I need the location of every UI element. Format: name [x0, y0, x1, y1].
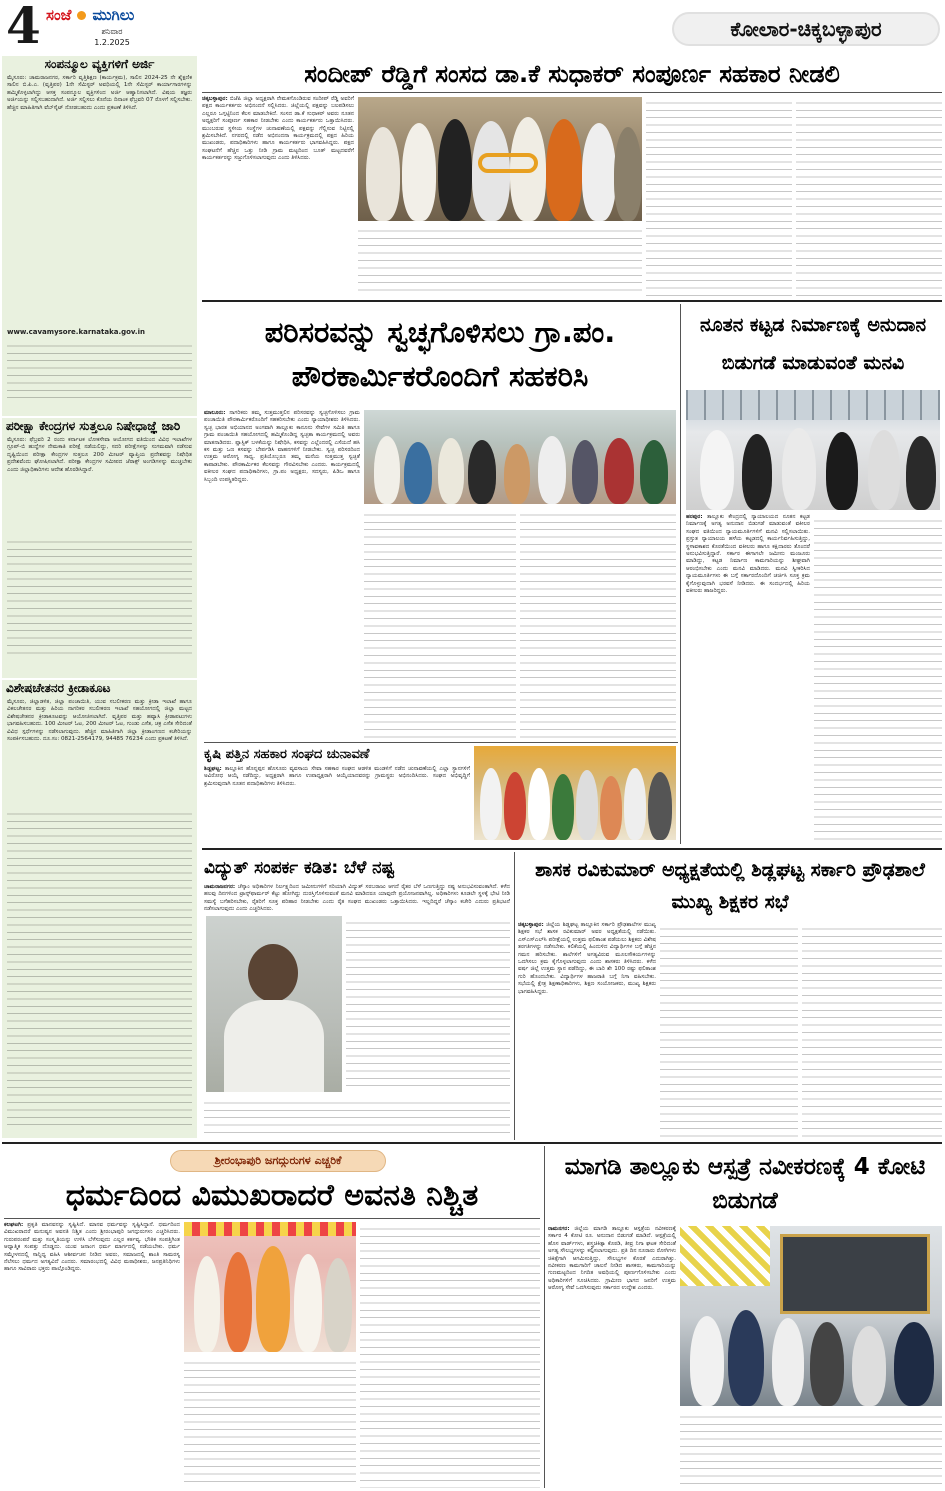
- divider: [204, 742, 678, 743]
- masthead-logo: [46, 4, 166, 26]
- dateline: ರಾಮನಗರ:: [548, 1226, 570, 1232]
- photo-court-petition: [686, 390, 940, 510]
- masthead-weekday: ಶನಿವಾರ: [101, 27, 123, 36]
- article-body-col3: [802, 922, 942, 1138]
- article-text: ತಾಲ್ಲೂಕು ಕೇಂದ್ರದಲ್ಲಿ ನ್ಯಾಯಾಲಯದ ನೂತನ ಕಟ್ಟಡ ನಿರ್ಮಾಣಕ್ಕೆ ಅಗತ್ಯ ಅನುದಾನ ಬಿಡುಗಡೆ ಮಾಡುವಂತೆ ವಕೀಲರ ಸಂಘದ ವತಿಯಿಂದ ನ್ಯಾಯಮೂರ್ತಿಗಳಿಗೆ ಮನವಿ ಸಲ್ಲಿಸಲಾಯಿತು. ಪ್ರಸ್ತುತ ನ್ಯಾಯಾಲಯ ಹಳೆಯ ಕಟ್ಟಡದಲ್ಲಿ ಕಾರ್ಯನಿರ್ವಹಿಸುತ್ತಿದ್ದು, ಸ್ಥಳಾವಕಾಶದ ಕೊರತೆಯಿಂದ ವಕೀಲರು ಹಾಗೂ ಕಕ್ಷಿದಾರರು ತೊಂದರೆ ಅನುಭವಿಸುತ್ತಿದ್ದಾರೆ. ಸರ್ಕಾರ ಈಗಾಗಲೇ ಜಮೀನು ಮಂಜೂರು ಮಾಡಿದ್ದು, ಕಟ್ಟಡ ನಿರ್ಮಾಣ ಕಾಮಗಾರಿಯನ್ನು ಶೀಘ್ರವಾಗಿ ಆರಂಭಿಸಬೇಕು ಎಂದು ಮನವಿ ಮಾಡಿದರು. ಮನವಿ ಸ್ವೀಕರಿಸಿದ ನ್ಯಾಯಮೂರ್ತಿಗಳು ಈ ಬಗ್ಗೆ ಸರ್ಕಾರದೊಂದಿಗೆ ಚರ್ಚಿಸಿ ಸೂಕ್ತ ಕ್ರಮ ಕೈಗೊಳ್ಳುವುದಾಗಿ ಭರವಸೆ ನೀಡಿದರು. ಈ ಸಂದರ್ಭದಲ್ಲಿ ಹಿರಿಯ ವಕೀಲರು ಹಾಜರಿದ್ದರು.: [686, 514, 810, 595]
- dateline: ಚಿಕ್ಕಬಳ್ಳಾಪುರ:: [518, 922, 544, 928]
- sidebar-body-continued: [7, 535, 192, 655]
- article-body: [548, 1226, 676, 1488]
- sidebar-box-applications: [2, 56, 197, 416]
- sidebar-heading: ಸಂಪನ್ಮೂಲ ವ್ಯಕ್ತಿಗಳಿಗೆ ಅರ್ಜಿ: [44, 57, 155, 71]
- sidebar-body: ಮೈಸೂರು, ಜಿಲ್ಲಾಡಳಿತ, ಜಿಲ್ಲಾ ಪಂಚಾಯಿತಿ, ಯುವ ಸಬಲೀಕರಣ ಮತ್ತು ಕ್ರೀಡಾ ಇಲಾಖೆ ಹಾಗೂ ವಿಕಲಚೇತನರ ಮತ್ತು ಹಿರಿಯ ನಾಗರಿಕರ ಸಬಲೀಕರಣ ಇಲಾಖೆ ಸಹಯೋಗದಲ್ಲಿ ಜಿಲ್ಲಾ ಮಟ್ಟದ ವಿಶೇಷಚೇತನರ ಕ್ರೀಡಾಕೂಟವನ್ನು ಆಯೋಜಿಸಲಾಗಿದೆ. ವೃತ್ತಿಪರ ಮತ್ತು ಹವ್ಯಾಸಿ ಕ್ರೀಡಾಪಟುಗಳು ಭಾಗವಹಿಸಬಹುದು. 100 ಮೀಟರ್ ಓಟ, 200 ಮೀಟರ್ ಓಟ, ಗುಂಡು ಎಸೆತ, ಚಕ್ರ ಎಸೆತ ಸೇರಿದಂತೆ ವಿವಿಧ ಸ್ಪರ್ಧೆಗಳನ್ನು ನಡೆಸಲಾಗುವುದು. ಹೆಚ್ಚಿನ ಮಾಹಿತಿಗಾಗಿ ಜಿಲ್ಲಾ ಕ್ರೀಡಾಂಗಣದ ಕಚೇರಿಯನ್ನು ಸಂಪರ್ಕಿಸಬಹುದು. ದೂ.ಸಂ: 0821-2564179, 94485 76234 ಎಂದು ಪ್ರಕಟಣೆ ತಿಳಿಸಿದೆ.: [7, 699, 192, 743]
- dateline: ಚಿಕ್ಕಬಳ್ಳಾಪುರ:: [202, 96, 228, 102]
- headline-power-cut: ವಿದ್ಯುತ್ ಸಂಪರ್ಕ ಕಡಿತ: ಬೆಳೆ ನಷ್ಟ: [204, 858, 395, 878]
- photo-farmer-portrait: [206, 916, 342, 1092]
- masthead-date: 1.2.2025: [94, 38, 130, 47]
- article-body-col2: [184, 1356, 356, 1488]
- sidebar-website: www.cavamysore.karnataka.gov.in: [7, 328, 145, 336]
- article-text: ತಾಲ್ಲೂಕಿನ ಹೊನ್ನಪ್ಪನ ಹೊಸೂರು ವ್ಯವಸಾಯ ಸೇವಾ ಸಹಕಾರ ಸಂಘದ ಆಡಳಿತ ಮಂಡಳಿಗೆ ನಡೆದ ಚುನಾವಣೆಯಲ್ಲಿ ಎಲ್ಲಾ ಸ್ಥಾನಗಳಿಗೆ ಅವಿರೋಧ ಆಯ್ಕೆ ನಡೆದಿದ್ದು, ಅಧ್ಯಕ್ಷರಾಗಿ ಹಾಗೂ ಉಪಾಧ್ಯಕ್ಷರಾಗಿ ಆಯ್ಕೆಯಾದವರನ್ನು ಗ್ರಾಮಸ್ಥರು ಅಭಿನಂದಿಸಿದರು. ಸಂಘದ ಅಭಿವೃದ್ಧಿಗೆ ಶ್ರಮಿಸುವುದಾಗಿ ನೂತನ ಪದಾಧಿಕಾರಿಗಳು ತಿಳಿಸಿದರು.: [204, 766, 470, 787]
- article-body: [202, 96, 354, 296]
- article-body: [204, 766, 470, 840]
- sidebar-body: ಮೈಸೂರು: ಚಾಮರಾಜನಗರ, ಸರ್ಕಾರಿ ವೃತ್ತಿಶಿಕ್ಷಣ (ಕಾರ್ಯಕ್ರಮ), ಸಾಲಿನ 2024-25 ನೇ ಶೈಕ್ಷಣಿಕ ಸಾಲಿನ ಬಿ.ಪಿ.ಎ. (ವೃತ್ತಿಪರ) 1ನೇ ಸೆಮಿಸ್ಟರ್ ಅವಧಿಯಲ್ಲಿ 1ನೇ ಸೆಮಿಸ್ಟರ್ ಕಾರ್ಯಾಗಾರಗಳನ್ನು ಹಮ್ಮಿಕೊಳ್ಳಲಾಗಿದ್ದು ಆಸಕ್ತ ಸಂಪನ್ಮೂಲ ವ್ಯಕ್ತಿಗಳಿಂದ ಅರ್ಜಿ ಆಹ್ವಾನಿಸಲಾಗಿದೆ. ವಿಷಯ ತಜ್ಞರು ಅರ್ಜಿಯನ್ನು ಸಲ್ಲಿಸಬಹುದಾಗಿದೆ. ಅರ್ಜಿ ಸಲ್ಲಿಸಲು ಕೊನೆಯ ದಿನಾಂಕ ಫೆಬ್ರವರಿ 07 ರೊಳಗೆ ಸಲ್ಲಿಸಬೇಕು. ಹೆಚ್ಚಿನ ಮಾಹಿತಿಗಾಗಿ ವೆಬ್‌ಸೈಟ್ ನೋಡಬಹುದು ಎಂದು ಪ್ರಕಟಣೆ ತಿಳಿಸಿದೆ.: [7, 75, 192, 111]
- sun-icon: [77, 11, 86, 20]
- article-body-col3: [646, 96, 792, 296]
- divider: [514, 852, 515, 1140]
- article-body-bottom: [204, 1096, 510, 1138]
- divider: [680, 304, 681, 844]
- article-body-col2: [358, 224, 642, 296]
- photo-cleanliness-drive: [364, 410, 676, 504]
- headline-cooperative-election: ಕೃಷಿ ಪತ್ತಿನ ಸಹಕಾರ ಸಂಘದ ಚುನಾವಣೆ: [204, 747, 370, 762]
- article-body: [204, 884, 510, 914]
- photo-group-felicitation: [358, 97, 642, 221]
- dateline: ಶಿಡ್ಲಘಟ್ಟ:: [204, 766, 222, 772]
- article-text: ಬಿಜೆಪಿ ಜಿಲ್ಲಾ ಅಧ್ಯಕ್ಷರಾಗಿ ನೇಮಕಗೊಂಡಿರುವ ಸಂದೀಪ್ ರೆಡ್ಡಿ ಅವರಿಗೆ ಪಕ್ಷದ ಕಾರ್ಯಕರ್ತರು ಅಭಿನಂದನೆ ಸಲ್ಲಿಸಿದರು. ಜಿಲ್ಲೆಯಲ್ಲಿ ಪಕ್ಷವನ್ನು ಬಲಪಡಿಸಲು ಎಲ್ಲರೂ ಒಗ್ಗಟ್ಟಿನಿಂದ ಕೆಲಸ ಮಾಡಬೇಕಿದೆ. ಸಂಸದ ಡಾ.ಕೆ ಸುಧಾಕರ್ ಅವರು ನೂತನ ಅಧ್ಯಕ್ಷರಿಗೆ ಸಂಪೂರ್ಣ ಸಹಕಾರ ನೀಡಬೇಕು ಎಂದು ಕಾರ್ಯಕರ್ತರು ಒತ್ತಾಯಿಸಿದರು. ಮುಂಬರುವ ಸ್ಥಳೀಯ ಸಂಸ್ಥೆಗಳ ಚುನಾವಣೆಯಲ್ಲಿ ಪಕ್ಷವನ್ನು ಗೆಲ್ಲಿಸುವ ನಿಟ್ಟಿನಲ್ಲಿ ಶ್ರಮಿಸಬೇಕಿದೆ. ನಗರದಲ್ಲಿ ನಡೆದ ಅಭಿನಂದನಾ ಕಾರ್ಯಕ್ರಮದಲ್ಲಿ ಪಕ್ಷದ ಹಿರಿಯ ಮುಖಂಡರು, ಪದಾಧಿಕಾರಿಗಳು ಹಾಗೂ ಕಾರ್ಯಕರ್ತರು ಭಾಗವಹಿಸಿದ್ದರು. ಪಕ್ಷದ ಸಂಘಟನೆಗೆ ಹೆಚ್ಚಿನ ಒತ್ತು ನೀಡಿ ಗ್ರಾಮ ಮಟ್ಟದಿಂದ ಬೂತ್ ಮಟ್ಟದವರೆಗೆ ಕಾರ್ಯಕರ್ತರನ್ನು ಸಜ್ಜುಗೊಳಿಸಲಾಗುವುದು ಎಂದು ತಿಳಿಸಿದರು.: [202, 96, 354, 162]
- article-body-col2: [364, 508, 516, 740]
- headline-dharma: ಧರ್ಮದಿಂದ ವಿಮುಖರಾದರೆ ಅವನತಿ ನಿಶ್ಚಿತ: [65, 1178, 479, 1213]
- photo-hospital-inauguration: [680, 1226, 942, 1406]
- dateline: ಚಾಮರಾಜನಗರ:: [204, 884, 236, 890]
- article-body: [518, 922, 656, 1138]
- article-text: ನಾಗರಿಕರು ತಮ್ಮ ಸುತ್ತಮುತ್ತಲಿನ ಪರಿಸರವನ್ನು ಸ್ವಚ್ಛಗೊಳಿಸಲು ಗ್ರಾಮ ಪಂಚಾಯಿತಿ ಪೌರಕಾರ್ಮಿಕರೊಂದಿಗೆ ಸಹಕರಿಸಬೇಕು ಎಂದು ನ್ಯಾಯಾಧೀಶರು ತಿಳಿಸಿದರು. ಸ್ವಚ್ಛ ಭಾರತ ಅಭಿಯಾನದ ಅಂಗವಾಗಿ ತಾಲ್ಲೂಕು ಕಾನೂನು ಸೇವೆಗಳ ಸಮಿತಿ ಹಾಗೂ ಗ್ರಾಮ ಪಂಚಾಯಿತಿ ಸಹಯೋಗದಲ್ಲಿ ಹಮ್ಮಿಕೊಂಡಿದ್ದ ಸ್ವಚ್ಛತಾ ಕಾರ್ಯಕ್ರಮದಲ್ಲಿ ಅವರು ಮಾತನಾಡಿದರು. ಪ್ಲಾಸ್ಟಿಕ್ ಬಳಕೆಯನ್ನು ನಿಷೇಧಿಸಿ, ಕಸವನ್ನು ಎಲ್ಲೆಂದರಲ್ಲಿ ಎಸೆಯದೆ ಹಸಿ ಕಸ ಮತ್ತು ಒಣ ಕಸವನ್ನು ಬೇರ್ಪಡಿಸಿ ವಾಹನಗಳಿಗೆ ನೀಡಬೇಕು. ಸ್ವಚ್ಛ ಪರಿಸರದಿಂದ ಉತ್ತಮ ಆರೋಗ್ಯ ಸಾಧ್ಯ. ಪ್ರತಿಯೊಬ್ಬರೂ ತಮ್ಮ ಮನೆಯ ಸುತ್ತಮುತ್ತ ಸ್ವಚ್ಛತೆ ಕಾಪಾಡಬೇಕು. ಪೌರಕಾರ್ಮಿಕರ ಕೆಲಸವನ್ನು ಗೌರವಿಸಬೇಕು ಎಂದರು. ಕಾರ್ಯಕ್ರಮದಲ್ಲಿ ವಕೀಲರ ಸಂಘದ ಪದಾಧಿಕಾರಿಗಳು, ಗ್ರಾ.ಪಂ ಅಧ್ಯಕ್ಷರು, ಸದಸ್ಯರು, ಪಿಡಿಒ ಹಾಗೂ ಸಿಬ್ಬಂದಿ ಉಪಸ್ಥಿತರಿದ್ದರು.: [204, 410, 360, 483]
- article-body: [686, 514, 810, 844]
- brand-name-b: ಮುಗಿಲು: [92, 6, 135, 24]
- brand-name-a: ಸಂಜೆ: [46, 6, 72, 24]
- article-body-col4: [796, 96, 942, 296]
- sidebar-body: ಮೈಸೂರು: ಫೆಬ್ರವರಿ 2 ರಂದು ಕರ್ನಾಟಕ ಲೋಕಸೇವಾ ಆಯೋಗದ ವತಿಯಿಂದ ವಿವಿಧ ಇಲಾಖೆಗಳ ಗ್ರೂಪ್-ಬಿ ಹುದ್ದೆಗಳ ನೇಮಕಾತಿ ಪರೀಕ್ಷೆ ನಡೆಯಲಿದ್ದು, ಸದರಿ ಪರೀಕ್ಷೆಗಳನ್ನು ಸುಗಮವಾಗಿ ನಡೆಸುವ ದೃಷ್ಟಿಯಿಂದ ಪರೀಕ್ಷಾ ಕೇಂದ್ರಗಳ ಸುತ್ತಲೂ 200 ಮೀಟರ್ ವ್ಯಾಪ್ತಿಯ ಪ್ರದೇಶವನ್ನು ನಿಷೇಧಿತ ಪ್ರದೇಶವೆಂದು ಘೋಷಿಸಲಾಗಿದೆ. ಪರೀಕ್ಷಾ ಕೇಂದ್ರಗಳ ಸಮೀಪದ ಜೆರಾಕ್ಸ್ ಅಂಗಡಿಗಳನ್ನು ಮುಚ್ಚಬೇಕು ಎಂದು ಜಿಲ್ಲಾಧಿಕಾರಿಗಳು ಆದೇಶ ಹೊರಡಿಸಿದ್ದಾರೆ.: [7, 437, 192, 473]
- kicker-banner: ಶ್ರೀರಂಭಾಪುರಿ ಜಗದ್ಗುರುಗಳ ಎಚ್ಚರಿಕೆ: [170, 1150, 386, 1172]
- article-text: ಚೆಸ್ಕಾಂ ಅಧಿಕಾರಿಗಳ ನಿರ್ಲಕ್ಷ್ಯದಿಂದ ಜಮೀನುಗಳಿಗೆ ಸರಿಯಾಗಿ ವಿದ್ಯುತ್ ಸರಬರಾಜು ಆಗದೆ ರೈತರ ಬೆಳೆ ಒಣಗುತ್ತಿದ್ದು ನಷ್ಟ ಅನುಭವಿಸುವಂತಾಗಿದೆ. ಕಳೆದ ಹಲವು ದಿನಗಳಿಂದ ಟ್ರಾನ್ಸ್‌ಫಾರ್ಮರ್ ಕೆಟ್ಟು ಹೋಗಿದ್ದು ದುರಸ್ತಿಗೊಳಿಸುವಂತೆ ಮನವಿ ಮಾಡಿದರೂ ಯಾವುದೇ ಪ್ರಯೋಜನವಾಗಿಲ್ಲ. ಅಧಿಕಾರಿಗಳು ಕೂಡಲೇ ಸ್ಥಳಕ್ಕೆ ಭೇಟಿ ನೀಡಿ ಸಮಸ್ಯೆ ಬಗೆಹರಿಸಬೇಕು, ರೈತರಿಗೆ ಸೂಕ್ತ ಪರಿಹಾರ ನೀಡಬೇಕು ಎಂದು ರೈತ ಸಂಘದ ಮುಖಂಡರು ಒತ್ತಾಯಿಸಿದರು. ಇಲ್ಲದಿದ್ದರೆ ಚೆಸ್ಕಾಂ ಕಚೇರಿ ಎದುರು ಪ್ರತಿಭಟನೆ ನಡೆಸಲಾಗುವುದು ಎಂದು ಎಚ್ಚರಿಸಿದರು.: [204, 884, 510, 913]
- headline-court-building: ನೂತನ ಕಟ್ಟಡ ನಿರ್ಮಾಣಕ್ಕೆ ಅನುದಾನ ಬಿಡುಗಡೆ ಮಾಡುವಂತೆ ಮನವಿ: [699, 314, 927, 374]
- region-banner: ಕೋಲಾರ-ಚಿಕ್ಕಬಳ್ಳಾಪುರ: [672, 12, 940, 46]
- section-divider: [202, 848, 942, 850]
- article-text: ಪ್ರಕೃತಿ ಮಾನವನನ್ನು ಸೃಷ್ಟಿಸಿದೆ. ಮಾನವ ಧರ್ಮವನ್ನು ಸೃಷ್ಟಿಸಿದ್ದಾನೆ. ಧರ್ಮದಿಂದ ವಿಮುಖರಾದರೆ ಮನುಷ್ಯನ ಅವನತಿ ನಿಶ್ಚಿತ ಎಂದು ಶ್ರೀರಂಭಾಪುರಿ ಜಗದ್ಗುರುಗಳು ಎಚ್ಚರಿಸಿದರು. ಗುರುಪರಂಪರೆ ಮತ್ತು ಸಂಸ್ಕೃತಿಯನ್ನು ಉಳಿಸಿ ಬೆಳೆಸುವುದು ಎಲ್ಲರ ಕರ್ತವ್ಯ. ಭೌತಿಕ ಸಂಪತ್ತಿಗಿಂತ ಆಧ್ಯಾತ್ಮಿಕ ಸಂಪತ್ತು ದೊಡ್ಡದು. ಯುವ ಜನಾಂಗ ಧರ್ಮ ಮಾರ್ಗದಲ್ಲಿ ನಡೆಯಬೇಕು. ಧರ್ಮ ಸಮ್ಮೇಳನದಲ್ಲಿ ಸಾನ್ನಿಧ್ಯ ವಹಿಸಿ ಆಶೀರ್ವಚನ ನೀಡಿದ ಅವರು, ಸಮಾಜದಲ್ಲಿ ಶಾಂತಿ ಸಾಮರಸ್ಯ ನೆಲೆಸಲು ಧರ್ಮದ ಅಗತ್ಯವಿದೆ ಎಂದರು. ಸಮಾರಂಭದಲ್ಲಿ ವಿವಿಧ ಮಠಾಧೀಶರು, ಜನಪ್ರತಿನಿಧಿಗಳು ಹಾಗೂ ಸಾವಿರಾರು ಭಕ್ತರು ಪಾಲ್ಗೊಂಡಿದ್ದರು.: [4, 1222, 180, 1273]
- divider: [4, 1218, 540, 1219]
- article-body: [204, 410, 360, 740]
- article-body-col3: [360, 1222, 540, 1488]
- article-text: ಜಿಲ್ಲೆಯ ಮಾಗಡಿ ತಾಲ್ಲೂಕು ಆಸ್ಪತ್ರೆಯ ನವೀಕರಣಕ್ಕೆ ಸರ್ಕಾರ 4 ಕೋಟಿ ರೂ. ಅನುದಾನ ಬಿಡುಗಡೆ ಮಾಡಿದೆ. ಆಸ್ಪತ್ರೆಯಲ್ಲಿ ಹೊಸ ವಾರ್ಡ್‌ಗಳು, ಶಸ್ತ್ರಚಿಕಿತ್ಸಾ ಕೊಠಡಿ, ತೀವ್ರ ನಿಗಾ ಘಟಕ ಸೇರಿದಂತೆ ಅಗತ್ಯ ಸೌಲಭ್ಯಗಳನ್ನು ಕಲ್ಪಿಸಲಾಗುವುದು. ಪ್ರತಿ ದಿನ ನೂರಾರು ರೋಗಿಗಳು ಚಿಕಿತ್ಸೆಗಾಗಿ ಆಗಮಿಸುತ್ತಿದ್ದು, ಸೌಲಭ್ಯಗಳ ಕೊರತೆ ಎದುರಾಗಿತ್ತು. ನವೀಕರಣ ಕಾಮಗಾರಿಗೆ ಚಾಲನೆ ನೀಡಿದ ಶಾಸಕರು, ಕಾಮಗಾರಿಯನ್ನು ಗುಣಮಟ್ಟದಿಂದ ನಿಗದಿತ ಅವಧಿಯಲ್ಲಿ ಪೂರ್ಣಗೊಳಿಸಬೇಕು ಎಂದು ಅಧಿಕಾರಿಗಳಿಗೆ ಸೂಚಿಸಿದರು. ಗ್ರಾಮೀಣ ಭಾಗದ ಜನರಿಗೆ ಉತ್ತಮ ಆರೋಗ್ಯ ಸೇವೆ ಒದಗಿಸುವುದು ಸರ್ಕಾರದ ಉದ್ದೇಶ ಎಂದರು.: [548, 1226, 676, 1292]
- headline-headmasters-meeting: ಶಾಸಕ ರವಿಕುಮಾರ್ ಅಧ್ಯಕ್ಷತೆಯಲ್ಲಿ ಶಿಡ್ಲಘಟ್ಟ ಸರ್ಕಾರಿ ಪ್ರೌಢಶಾಲೆ ಮುಖ್ಯ ಶಿಕ್ಷಕರ ಸಭೆ: [535, 859, 925, 913]
- article-body-col2: [660, 922, 798, 1138]
- sidebar-heading: ವಿಶೇಷಚೇತನರ ಕ್ರೀಡಾಕೂಟ: [6, 681, 111, 695]
- dateline: ಹರಪುರ:: [686, 514, 703, 520]
- dateline: ಕಲಘಟಗಿ:: [4, 1222, 24, 1228]
- article-body-col2: [346, 916, 510, 1092]
- headline-environment: ಪರಿಸರವನ್ನು ಸ್ವಚ್ಛಗೊಳಿಸಲು ಗ್ರಾ.ಪಂ. ಪೌರಕಾರ್ಮಿಕರೊಂದಿಗೆ ಸಹಕರಿಸಿ: [264, 315, 616, 393]
- sidebar-heading: ಪರೀಕ್ಷಾ ಕೇಂದ್ರಗಳ ಸುತ್ತಲೂ ನಿಷೇಧಾಜ್ಞೆ ಜಾರಿ: [6, 419, 181, 433]
- photo-cooperative-members: [474, 746, 676, 840]
- article-body-col2: [680, 1410, 942, 1488]
- page-number: 4: [6, 2, 41, 50]
- article-body-col3: [520, 508, 676, 740]
- dateline: ಮಾಲೂರು:: [204, 410, 226, 416]
- sidebar-box-sports: [2, 680, 197, 1138]
- article-text: ಜಿಲ್ಲೆಯ ಶಿಡ್ಲಘಟ್ಟ ತಾಲ್ಲೂಕಿನ ಸರ್ಕಾರಿ ಪ್ರೌಢಶಾಲೆಗಳ ಮುಖ್ಯ ಶಿಕ್ಷಕರ ಸಭೆ ಶಾಸಕ ರವಿಕುಮಾರ್ ಅವರ ಅಧ್ಯಕ್ಷತೆಯಲ್ಲಿ ನಡೆಯಿತು. ಎಸ್‌ಎಸ್‌ಎಲ್‌ಸಿ ಪರೀಕ್ಷೆಯಲ್ಲಿ ಉತ್ತಮ ಫಲಿತಾಂಶ ಪಡೆಯಲು ಶಿಕ್ಷಕರು ವಿಶೇಷ ತರಗತಿಗಳನ್ನು ನಡೆಸಬೇಕು. ಕಲಿಕೆಯಲ್ಲಿ ಹಿಂದುಳಿದ ವಿದ್ಯಾರ್ಥಿಗಳ ಬಗ್ಗೆ ಹೆಚ್ಚಿನ ಗಮನ ಹರಿಸಬೇಕು. ಶಾಲೆಗಳಿಗೆ ಅಗತ್ಯವಿರುವ ಮೂಲಸೌಕರ್ಯಗಳನ್ನು ಒದಗಿಸಲು ಕ್ರಮ ಕೈಗೊಳ್ಳಲಾಗುವುದು ಎಂದು ಶಾಸಕರು ತಿಳಿಸಿದರು. ಕಳೆದ ವರ್ಷ ಜಿಲ್ಲೆ ಉತ್ತಮ ಸ್ಥಾನ ಪಡೆದಿದ್ದು, ಈ ಬಾರಿ ಶೇ 100 ರಷ್ಟು ಫಲಿತಾಂಶ ಗುರಿ ಹೊಂದಬೇಕು. ವಿದ್ಯಾರ್ಥಿಗಳ ಹಾಜರಾತಿ ಬಗ್ಗೆ ನಿಗಾ ವಹಿಸಬೇಕು. ಸಭೆಯಲ್ಲಿ ಕ್ಷೇತ್ರ ಶಿಕ್ಷಣಾಧಿಕಾರಿಗಳು, ಶಿಕ್ಷಣ ಸಂಯೋಜಕರು, ಮುಖ್ಯ ಶಿಕ್ಷಕರು ಭಾಗವಹಿಸಿದ್ದರು.: [518, 922, 656, 995]
- section-divider: [2, 1142, 942, 1144]
- divider: [544, 1146, 545, 1488]
- sidebar-body-continued: [7, 807, 192, 1127]
- headline-magadi-hospital: ಮಾಗಡಿ ತಾಲ್ಲೂಕು ಆಸ್ಪತ್ರೆ ನವೀಕರಣಕ್ಕೆ 4 ಕೋಟಿ ಬಿಡುಗಡೆ: [564, 1154, 926, 1214]
- sidebar-box-exam: [2, 418, 197, 678]
- sidebar-body-continued: [7, 339, 192, 403]
- headline-sandeep-reddy: ಸಂದೀಪ್ ರೆಡ್ಡಿಗೆ ಸಂಸದ ಡಾ.ಕೆ ಸುಧಾಕರ್ ಸಂಪೂರ್ಣ ಸಹಕಾರ ನೀಡಲಿ: [304, 60, 840, 88]
- photo-seer-ceremony: [184, 1222, 356, 1352]
- section-divider: [202, 300, 942, 302]
- article-body-col2: [814, 514, 942, 844]
- divider: [202, 92, 942, 93]
- article-body: [4, 1222, 180, 1488]
